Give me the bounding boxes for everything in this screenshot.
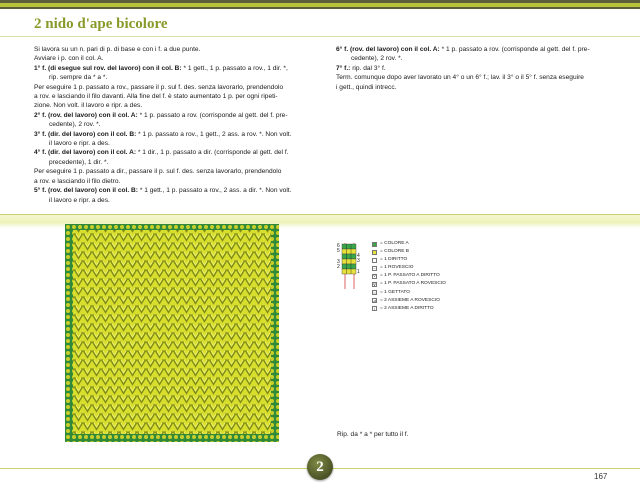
legend-symbol-icon: – — [373, 265, 376, 271]
legend-symbol-icon — [372, 242, 377, 247]
legend-item — [372, 272, 446, 280]
legend-label: = COLORE B — [380, 249, 409, 255]
legend-item — [372, 297, 446, 305]
row-heading: 6° f. (rov. del lavoro) con il col. A: — [336, 46, 440, 53]
instruction-line — [34, 139, 312, 148]
legend-item — [372, 240, 446, 248]
chart-row-label: 3 — [337, 259, 340, 265]
instruction-line — [34, 158, 312, 167]
legend-item — [372, 264, 446, 272]
legend-item — [372, 289, 446, 297]
instruction-text: Avviare i p. con il col. A. — [34, 55, 104, 63]
instruction-line — [34, 101, 312, 110]
legend-label: = 1 ROVESCIO — [380, 265, 414, 271]
instruction-text: il lavoro e ripr. a des. — [49, 140, 110, 148]
legend-label: = COLORE A — [380, 241, 409, 246]
legend-item — [372, 248, 446, 256]
instruction-text: * 1 p. passato a rov., 1 gett., 2 ass. a rov. *. Non volt. — [136, 130, 292, 138]
legend-label: = 1 P. PASSATO A DIRITTO — [380, 273, 440, 279]
legend-symbol-icon: ⊿ — [372, 297, 377, 303]
row-heading: 3° f. (dir. del lavoro) con il col. B: — [34, 130, 137, 138]
instruction-text: precedente), 1 dir. *. — [49, 158, 109, 166]
instruction-text: zione. Non volt. il lavoro e ripr. a des. — [34, 102, 143, 110]
instruction-line — [34, 45, 312, 54]
instruction-line — [34, 186, 312, 195]
instruction-text: Per eseguire 1 p. passato a dir., passare il p. sul f. des. senza lavorarlo, prendendolo — [34, 168, 282, 176]
row-heading: 1° f. (di esegue sul rov. del lavoro) con il col. B: — [34, 64, 182, 72]
row-heading: 4° f. (dir. del lavoro) con il col. A: — [34, 149, 137, 157]
instruction-text: Per eseguire 1 p. passato a rov., passare il p. sul f. des. senza lavorarlo, prendendolo — [34, 83, 284, 91]
chart-row-label: 4 — [357, 253, 360, 259]
section-title: 2 nido d'ape bicolore — [34, 16, 168, 32]
repeat-note: Rip. da * a * per tutto il f. — [337, 431, 409, 438]
chart-row-label: 5 — [337, 248, 340, 254]
instruction-line — [34, 148, 312, 157]
chart-row-label: 3 — [357, 258, 360, 264]
instruction-text: Term. comunque dopo aver lavorato un 4° o un 6° f.; lav. il 3° o il 5° f. senza eseguire — [336, 74, 584, 82]
instruction-line — [336, 54, 616, 63]
instruction-text: * 1 dir., 1 p. passato a dir. (corrisponde al gett. del f. — [136, 149, 289, 157]
row-heading: 5° f. (rov. del lavoro) con il col. B: — [34, 187, 138, 195]
instruction-line — [34, 177, 312, 186]
instruction-text: Si lavora su un n. pari di p. di base e con i f. a due punte. — [34, 46, 201, 53]
instructions-right-column — [336, 45, 616, 92]
instruction-line — [34, 92, 312, 101]
stitch-chart — [337, 243, 367, 289]
legend-symbol-icon: ○ — [373, 289, 376, 295]
legend-item — [372, 305, 446, 313]
instruction-text: cedente), 2 rov. *. — [351, 55, 403, 63]
chart-row-label: 2 — [337, 264, 340, 270]
legend-label: = 1 DIRITTO — [380, 257, 408, 263]
instruction-text: cedente), 2 rov. *. — [49, 121, 101, 129]
legend-symbol-icon — [372, 250, 377, 255]
instruction-text: il lavoro e ripr. a des. — [49, 196, 110, 204]
page-number: 167 — [594, 472, 608, 481]
instruction-line — [336, 64, 616, 73]
instruction-text: * 1 p. passato a rov. (corrisponde al gett. del f. pre- — [137, 111, 288, 119]
title-rule — [0, 36, 640, 37]
instruction-line — [34, 64, 312, 73]
instruction-text: * 1 p. passato a rov. (corrisponde al gett. del f. pre- — [439, 46, 590, 53]
instruction-line — [34, 130, 312, 139]
instruction-line — [34, 167, 312, 176]
top-bar — [0, 0, 640, 9]
legend-label: = 2 ASSIEME A DIRITTO — [380, 305, 434, 311]
chapter-badge: 2 — [307, 454, 333, 480]
legend-item — [372, 280, 446, 288]
chart-row-label: 1 — [357, 269, 360, 275]
divider-line — [0, 214, 640, 215]
legend-label: = 1 GETTATO — [380, 289, 410, 295]
instruction-line — [336, 73, 616, 82]
instruction-line — [34, 120, 312, 129]
instruction-text: a rov. e lasciando il filo dietro. — [34, 177, 121, 185]
instruction-line — [34, 73, 312, 82]
legend-label: = 2 ASSIEME A ROVESCIO — [380, 297, 440, 303]
legend-symbol-icon: ∀ — [373, 281, 376, 287]
instruction-line — [34, 54, 312, 63]
chart-row-label: 6 — [337, 243, 340, 249]
instruction-text: rip. dal 3° f. — [350, 64, 386, 72]
row-heading: 2° f. (rov. del lavoro) con il col. A: — [34, 111, 138, 119]
instruction-line — [34, 111, 312, 120]
instruction-text: i gett., quindi intrecc. — [336, 83, 397, 91]
instructions-left-column — [34, 45, 312, 205]
legend-symbol-icon: / — [373, 305, 376, 311]
instruction-line — [336, 45, 616, 54]
instruction-line — [34, 83, 312, 92]
chart-legend — [372, 240, 446, 313]
knit-swatch-image — [65, 224, 279, 442]
legend-symbol-icon — [372, 258, 377, 263]
row-heading: 7° f.: — [336, 64, 351, 72]
instruction-text: * 1 gett., 1 p. passato a rov., 2 ass. a dir. *. Non volt. — [138, 187, 292, 195]
instruction-text: a rov. e lasciando il filo davanti. Alla fine del f. è stato aumentato 1 p. per ogni ripeti- — [34, 93, 278, 101]
instruction-text: * 1 gett., 1 p. passato a rov., 1 dir. *, — [181, 64, 288, 72]
instruction-line — [336, 83, 616, 92]
legend-symbol-icon: V — [373, 273, 376, 279]
legend-label: = 1 P. PASSATO A ROVESCIO — [380, 281, 446, 287]
instruction-line — [34, 196, 312, 205]
legend-item — [372, 256, 446, 264]
instruction-text: rip. sempre da * a *. — [49, 74, 108, 82]
